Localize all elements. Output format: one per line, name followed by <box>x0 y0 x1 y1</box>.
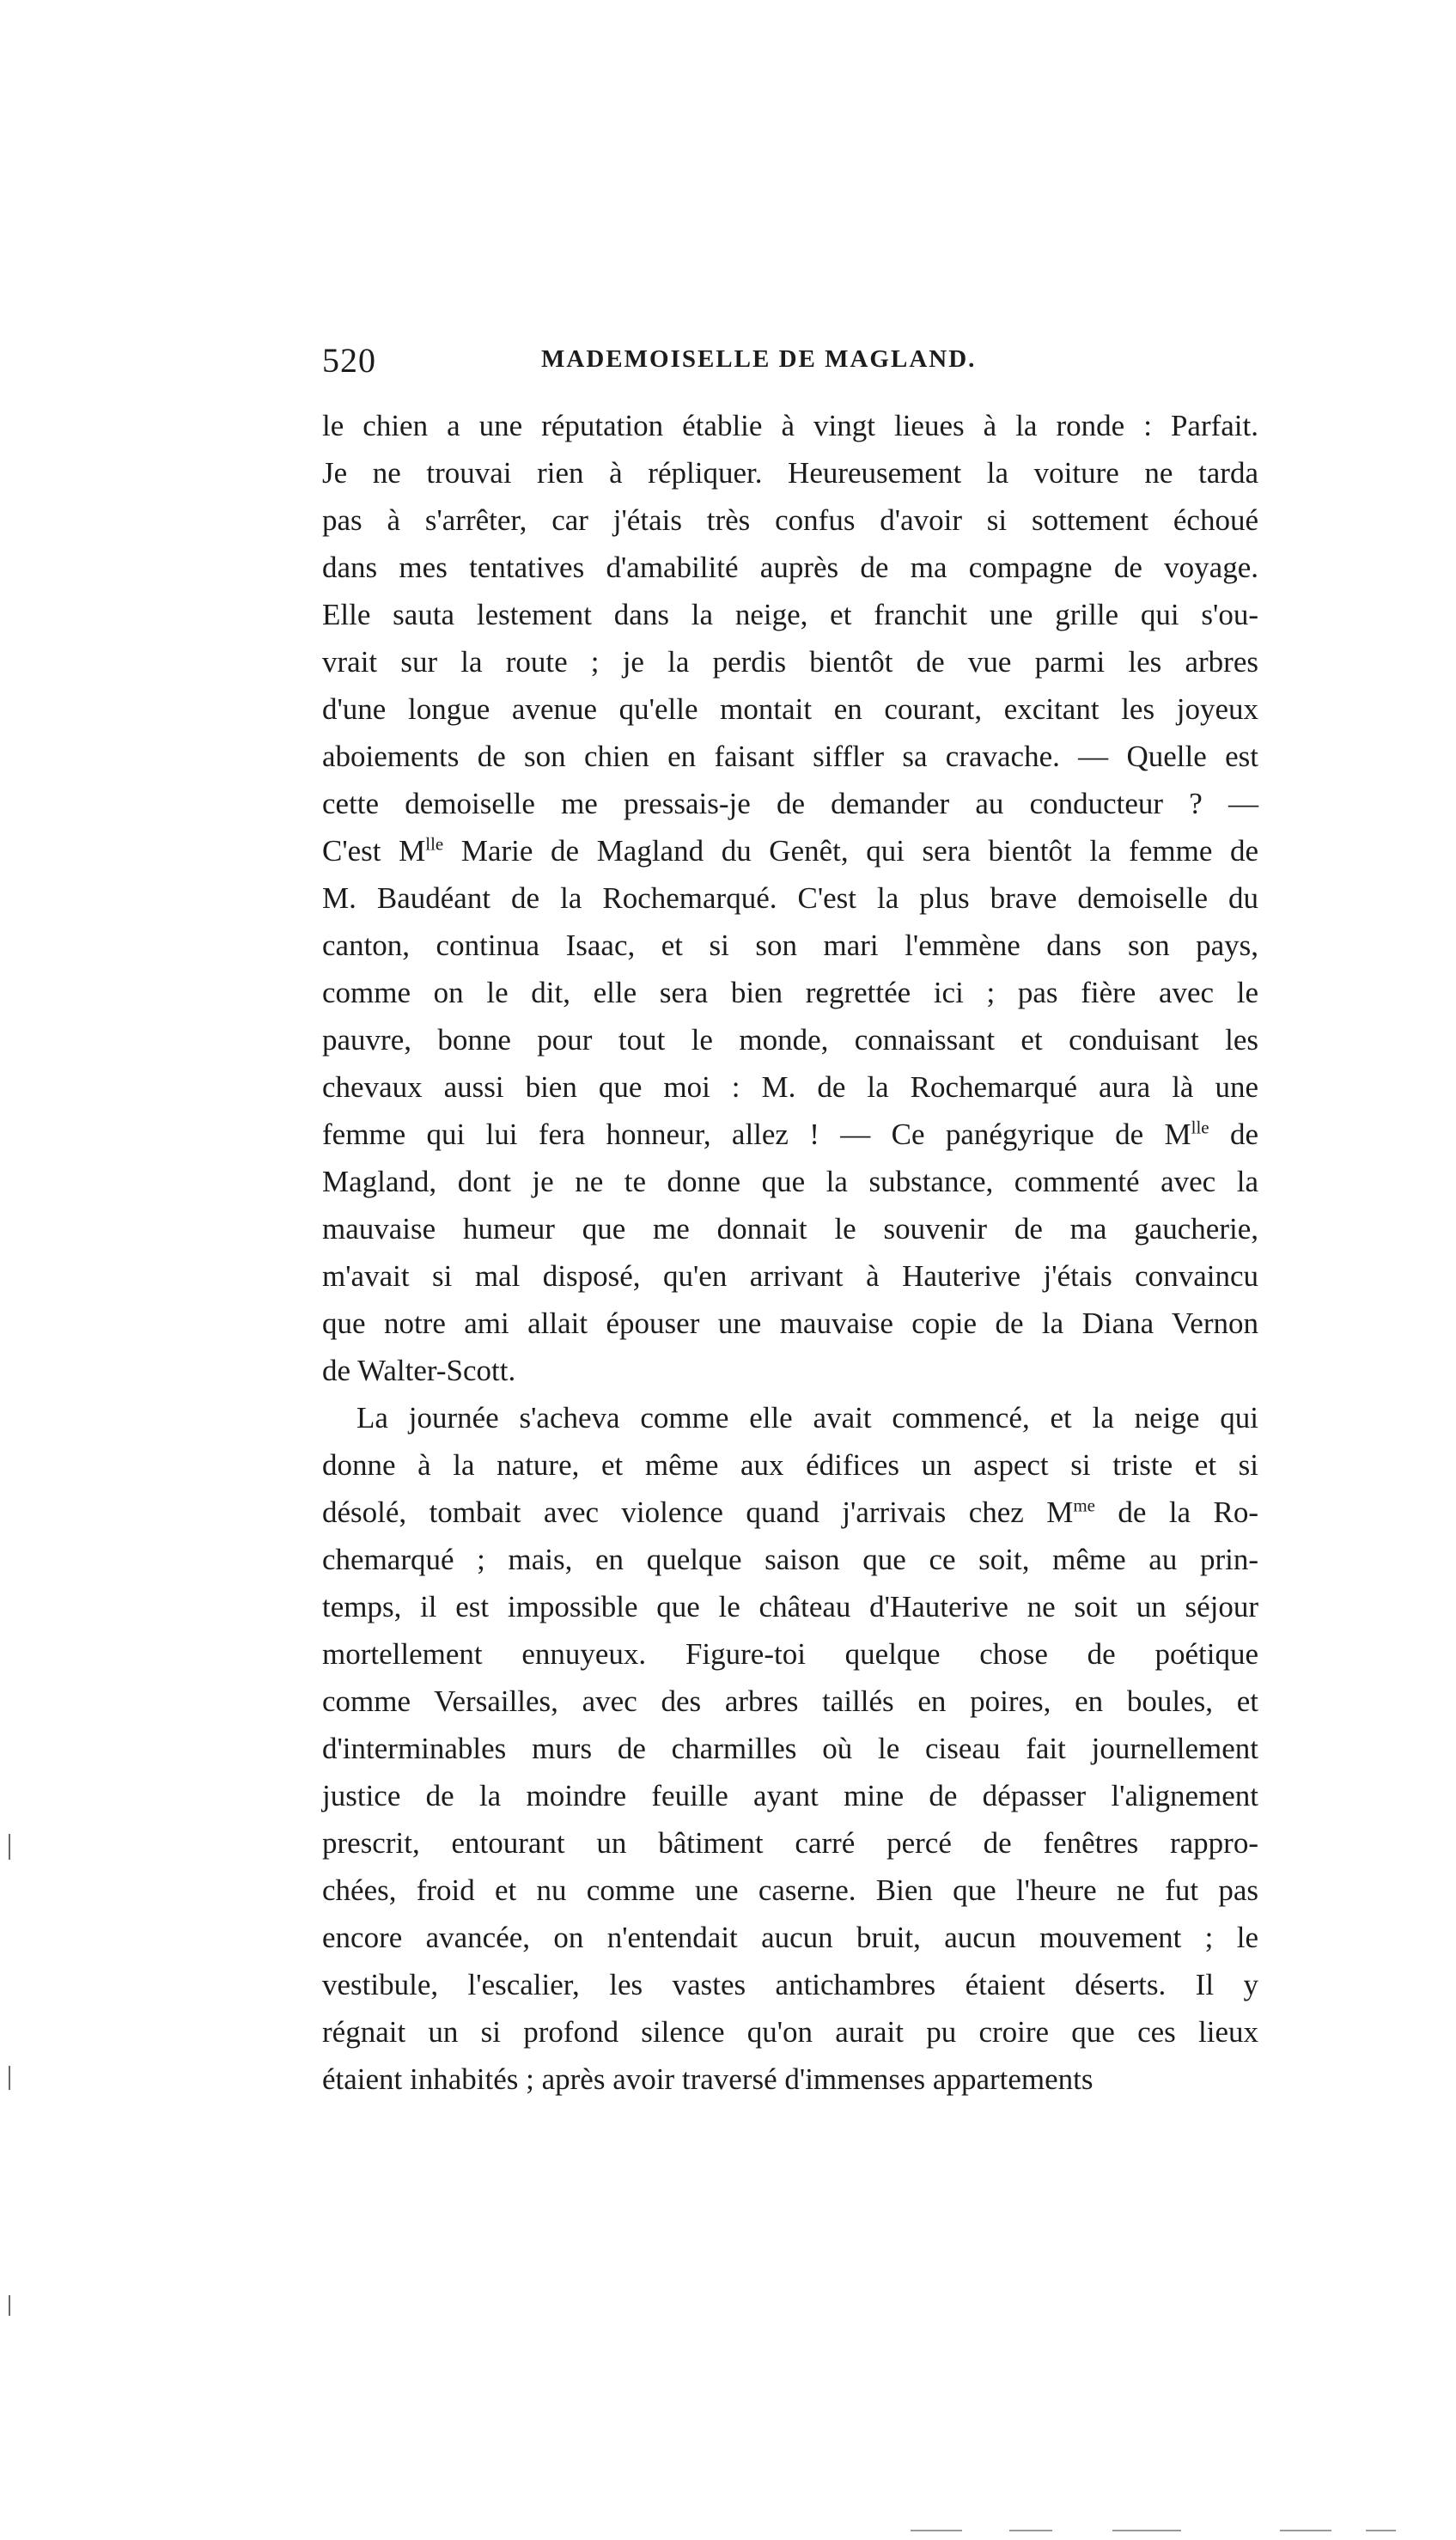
text-line: m'avait si mal disposé, qu'en arrivant à Hauterive j'étais convaincu <box>322 1259 1258 1293</box>
text-line: désolé, tombait avec violence quand j'arrivais chez $M^{me}$ de la Ro- <box>322 1495 1258 1529</box>
text-line: vestibule, l'escalier, les vastes antichambres étaient déserts. Il y <box>322 1968 1258 2001</box>
text-line: le chien a une réputation établie à vingt lieues à la ronde : Parfait. <box>322 409 1258 442</box>
text-line: canton, continua Isaac, et si son mari l'emmène dans son pays, <box>322 929 1258 962</box>
scan-margin-mark <box>9 1834 10 1860</box>
scan-margin-mark <box>9 2295 10 2316</box>
text-line: aboiements de son chien en faisant siffler sa cravache. — Quelle est <box>322 740 1258 773</box>
scan-edge-mark <box>1112 2530 1181 2531</box>
superscript: lle <box>1191 1117 1209 1138</box>
text-line: M. Baudéant de la Rochemarqué. C'est la plus brave demoiselle du <box>322 881 1258 915</box>
text-line: Elle sauta lestement dans la neige, et franchit une grille qui s'ou- <box>322 598 1258 631</box>
text-line: femme qui lui fera honneur, allez ! — Ce panégyrique de $M^{lle}$ de <box>322 1117 1258 1151</box>
running-head: MADEMOISELLE DE MAGLAND. <box>541 345 977 373</box>
text-line: Je ne trouvai rien à répliquer. Heureusement la voiture ne tarda <box>322 456 1258 490</box>
page-number: 520 <box>322 341 376 380</box>
scan-margin-mark <box>9 2066 10 2090</box>
page-header <box>322 340 1258 392</box>
superscript: me <box>1073 1495 1095 1516</box>
text-line: temps, il est impossible que le château d'Hauterive ne soit un séjour <box>322 1590 1258 1623</box>
text-line: chemarqué ; mais, en quelque saison que ce soit, même au prin- <box>322 1543 1258 1576</box>
text-line: d'une longue avenue qu'elle montait en courant, excitant les joyeux <box>322 692 1258 726</box>
text-line: pas à s'arrêter, car j'étais très confus d'avoir si sottement échoué <box>322 503 1258 537</box>
text-line: cette demoiselle me pressais-je de demander au conducteur ? — <box>322 787 1258 820</box>
text-line: dans mes tentatives d'amabilité auprès de ma compagne de voyage. <box>322 551 1258 584</box>
text-line: étaient inhabités ; après avoir traversé d'immenses appartements <box>322 2062 1094 2096</box>
scan-edge-mark <box>911 2530 962 2531</box>
body-text <box>322 402 1258 2103</box>
text-line: C'est $M^{lle}$ Marie de Magland du Genêt, qui sera bientôt la femme de <box>322 833 1258 868</box>
text-line: vrait sur la route ; je la perdis bientôt de vue parmi les arbres <box>322 645 1258 679</box>
text-line: de Walter-Scott. <box>322 1354 516 1387</box>
scan-edge-mark <box>1366 2530 1396 2531</box>
text-line: mauvaise humeur que me donnait le souvenir de ma gaucherie, <box>322 1212 1258 1246</box>
text-line: pauvre, bonne pour tout le monde, connaissant et conduisant les <box>322 1023 1258 1057</box>
text-line: comme on le dit, elle sera bien regrettée ici ; pas fière avec le <box>322 976 1258 1009</box>
paragraph <box>322 1394 1258 2103</box>
text-line: chevaux aussi bien que moi : M. de la Rochemarqué aura là une <box>322 1070 1258 1104</box>
text-line: donne à la nature, et même aux édifices un aspect si triste et si <box>322 1448 1258 1482</box>
text-line: La journée s'acheva comme elle avait commencé, et la neige qui <box>356 1401 1258 1434</box>
text-line: chées, froid et nu comme une caserne. Bien que l'heure ne fut pas <box>322 1873 1258 1907</box>
text-line: justice de la moindre feuille ayant mine de dépasser l'alignement <box>322 1779 1258 1812</box>
scan-edge-mark <box>1280 2530 1331 2531</box>
superscript: lle <box>425 833 444 855</box>
text-line: régnait un si profond silence qu'on aurait pu croire que ces lieux <box>322 2015 1258 2049</box>
text-line: prescrit, entourant un bâtiment carré percé de fenêtres rappro- <box>322 1826 1258 1860</box>
text-line: encore avancée, on n'entendait aucun bruit, aucun mouvement ; le <box>322 1921 1258 1954</box>
scan-edge-mark <box>1009 2530 1052 2531</box>
text-line: que notre ami allait épouser une mauvaise copie de la Diana Vernon <box>322 1307 1258 1340</box>
text-line: d'interminables murs de charmilles où le ciseau fait journellement <box>322 1732 1258 1765</box>
text-line: mortellement ennuyeux. Figure-toi quelque chose de poétique <box>322 1637 1258 1671</box>
text-line: Magland, dont je ne te donne que la substance, commenté avec la <box>322 1165 1258 1198</box>
text-line: comme Versailles, avec des arbres taillés en poires, en boules, et <box>322 1684 1258 1718</box>
paragraph <box>322 402 1258 1394</box>
